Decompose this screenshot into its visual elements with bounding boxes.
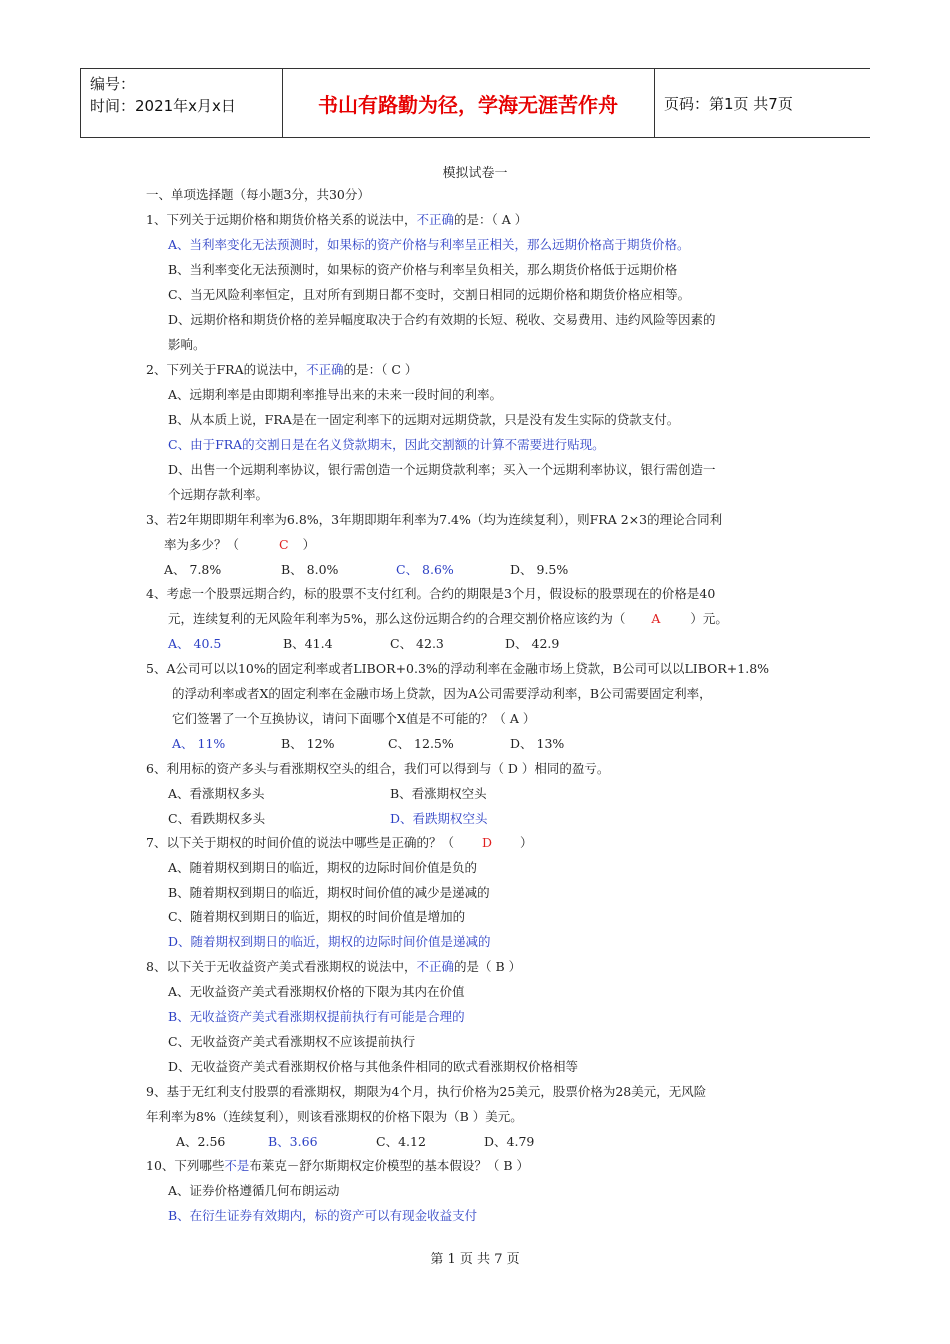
q8-stem-emphasis: 不正确 — [416, 959, 454, 974]
q3-option-b: B、 8.0% — [281, 562, 339, 577]
q4-stem-text: 元，连续复利的无风险年利率为5%，那么这份远期合约的合理交割价格应该约为（ — [168, 611, 626, 626]
q1-option-b: B、当利率变化无法预测时，如果标的资产价格与利率呈负相关，那么期货价格低于远期价格 — [168, 262, 678, 277]
q1-option-d: D、远期价格和期货价格的差异幅度取决于合约有效期的长短、税收、交易费用、违约风险等因素的 — [168, 312, 716, 327]
q5-option-d: D、 13% — [510, 736, 565, 751]
q2-stem-text: 2、下列关于FRA的说法中， — [146, 362, 307, 377]
date-label: 时间：2021年x月x日 — [90, 97, 236, 115]
q6-option-b: B、看涨期权空头 — [390, 786, 487, 801]
question-3-stem: 3、若2年期即期年利率为6.8%，3年期即期年利率为7.4%（均为连续复利），则FRA 2×3的理论合同利 — [146, 512, 723, 527]
question-5-stem-cont: 的浮动利率或者X的固定利率在金融市场上贷款，因为A公司需要浮动利率，B公司需要固定利率， — [172, 686, 712, 701]
q10-stem-emphasis: 不是 — [224, 1158, 250, 1173]
question-1-stem — [146, 211, 527, 229]
q2-option-a: A、远期利率是由即期利率推导出来的未来一段时间的利率。 — [168, 387, 503, 402]
question-3-stem-cont — [164, 536, 315, 554]
q8-option-a: A、无收益资产美式看涨期权价格的下限为其内在价值 — [168, 984, 465, 999]
q10-stem-text: 10、下列哪些 — [146, 1158, 225, 1173]
q7-option-a: A、随着期权到期日的临近，期权的边际时间价值是负的 — [168, 860, 478, 875]
q8-stem-text: 8、以下关于无收益资产美式看涨期权的说法中， — [146, 959, 417, 974]
q6-option-a: A、看涨期权多头 — [168, 786, 265, 801]
q2-option-d: D、出售一个远期利率协议，银行需创造一个远期贷款利率；买入一个远期利率协议，银行需创造一 — [168, 462, 716, 477]
q2-option-b: B、从本质上说，FRA是在一固定利率下的远期对远期贷款，只是没有发生实际的贷款支付。 — [168, 412, 680, 427]
q1-option-a: A、当利率变化无法预测时，如果标的资产价格与利率呈正相关，那么远期价格高于期货价格。 — [168, 237, 690, 252]
q2-stem-answer: 的是：（ C ） — [343, 362, 418, 377]
page-header — [80, 68, 870, 138]
q7-stem-close: ） — [520, 835, 533, 850]
q1-stem-answer: 的是：（ A ） — [453, 212, 528, 227]
question-9-stem-cont: 年利率为8%（连续复利），则该看涨期权的价格下限为（B ）美元。 — [146, 1109, 523, 1124]
question-4-stem-cont — [168, 610, 728, 628]
q1-stem-emphasis: 不正确 — [416, 212, 454, 227]
q9-option-c: C、4.12 — [376, 1134, 426, 1149]
page-footer: 第 1 页 共 7 页 — [430, 1252, 520, 1267]
q7-stem-text: 7、以下关于期权的时间价值的说法中哪些是正确的？（ — [146, 835, 454, 850]
q3-answer: C — [279, 537, 289, 552]
q5-option-c: C、 12.5% — [388, 736, 454, 751]
q10-option-b: B、在衍生证券有效期内，标的资产可以有现金收益支付 — [168, 1208, 478, 1223]
q7-option-c: C、随着期权到期日的临近，期权的时间价值是增加的 — [168, 909, 466, 924]
question-4-stem: 4、考虑一个股票远期合约，标的股票不支付红利。合约的期限是3个月，假设标的股票现在的价格是40 — [146, 586, 716, 601]
question-10-stem — [146, 1157, 529, 1175]
q4-option-b: B、41.4 — [283, 636, 333, 651]
code-label: 编号： — [90, 75, 136, 93]
header-divider-2 — [654, 69, 655, 137]
q7-option-b: B、随着期权到期日的临近，期权时间价值的减少是递减的 — [168, 885, 490, 900]
header-border-left — [80, 69, 81, 137]
q4-option-c: C、 42.3 — [390, 636, 444, 651]
q8-option-c: C、无收益资产美式看涨期权不应该提前执行 — [168, 1034, 416, 1049]
q1-option-d-cont: 影响。 — [168, 337, 206, 352]
q6-option-c: C、看跌期权多头 — [168, 811, 266, 826]
question-9-stem: 9、基于无红利支付股票的看涨期权，期限为4个月，执行价格为25美元，股票价格为28美元，无风险 — [146, 1084, 707, 1099]
q2-stem-emphasis: 不正确 — [306, 362, 344, 377]
q9-option-d: D、4.79 — [484, 1134, 535, 1149]
q7-option-d: D、随着期权到期日的临近，期权的边际时间价值是递减的 — [168, 934, 491, 949]
q8-option-d: D、无收益资产美式看涨期权价格与其他条件相同的欧式看涨期权价格相等 — [168, 1059, 579, 1074]
question-5-stem: 5、A公司可以以10%的固定利率或者LIBOR+0.3%的浮动利率在金融市场上贷款，B公司可以以LIBOR+1.8% — [146, 661, 770, 676]
question-5-stem-cont2: 它们签署了一个互换协议，请问下面哪个X值是不可能的？（ A ） — [172, 711, 536, 726]
section-heading: 一、单项选择题（每小题3分，共30分） — [146, 187, 370, 202]
q8-stem-answer: 的是（ B ） — [453, 959, 522, 974]
q5-option-b: B、 12% — [281, 736, 335, 751]
question-6-stem: 6、利用标的资产多头与看涨期权空头的组合，我们可以得到与（ D ）相同的盈亏。 — [146, 761, 610, 776]
q5-option-a: A、 11% — [172, 736, 226, 751]
q2-option-d-cont: 个远期存款利率。 — [168, 487, 269, 502]
q9-option-b: B、3.66 — [268, 1134, 318, 1149]
question-2-stem — [146, 361, 417, 379]
header-meta — [90, 73, 236, 117]
q4-stem-close: ）元。 — [690, 611, 728, 626]
q4-option-a: A、 40.5 — [168, 636, 222, 651]
q8-option-b: B、无收益资产美式看涨期权提前执行有可能是合理的 — [168, 1009, 465, 1024]
q6-option-d: D、看跌期权空头 — [390, 811, 488, 826]
question-8-stem — [146, 958, 521, 976]
q3-stem-text: 率为多少？（ — [164, 537, 240, 552]
q10-stem-answer: 布莱克－舒尔斯期权定价模型的基本假设？（ B ） — [249, 1158, 530, 1173]
header-page-info: 页码：第1页 共7页 — [664, 94, 793, 113]
q10-option-a: A、证券价格遵循几何布朗运动 — [168, 1183, 340, 1198]
q4-option-d: D、 42.9 — [505, 636, 560, 651]
q1-stem-text: 1、下列关于远期价格和期货价格关系的说法中， — [146, 212, 417, 227]
q9-option-a: A、2.56 — [176, 1134, 226, 1149]
q7-answer: D — [481, 835, 492, 850]
q3-option-d: D、 9.5% — [510, 562, 569, 577]
q3-option-c: C、 8.6% — [396, 562, 454, 577]
q3-stem-close: ） — [302, 537, 316, 552]
q3-option-a: A、 7.8% — [164, 562, 222, 577]
q1-option-c: C、当无风险利率恒定，且对所有到期日都不变时，交割日相同的远期价格和期货价格应相等。 — [168, 287, 691, 302]
exam-title: 模拟试卷一 — [442, 166, 508, 181]
q4-answer: A — [651, 611, 661, 626]
question-7-stem — [146, 834, 533, 852]
q2-option-c: C、由于FRA的交割日是在名义贷款期末，因此交割额的计算不需要进行贴现。 — [168, 437, 605, 452]
header-motto: 书山有路勤为径，学海无涯苦作舟 — [318, 92, 618, 117]
